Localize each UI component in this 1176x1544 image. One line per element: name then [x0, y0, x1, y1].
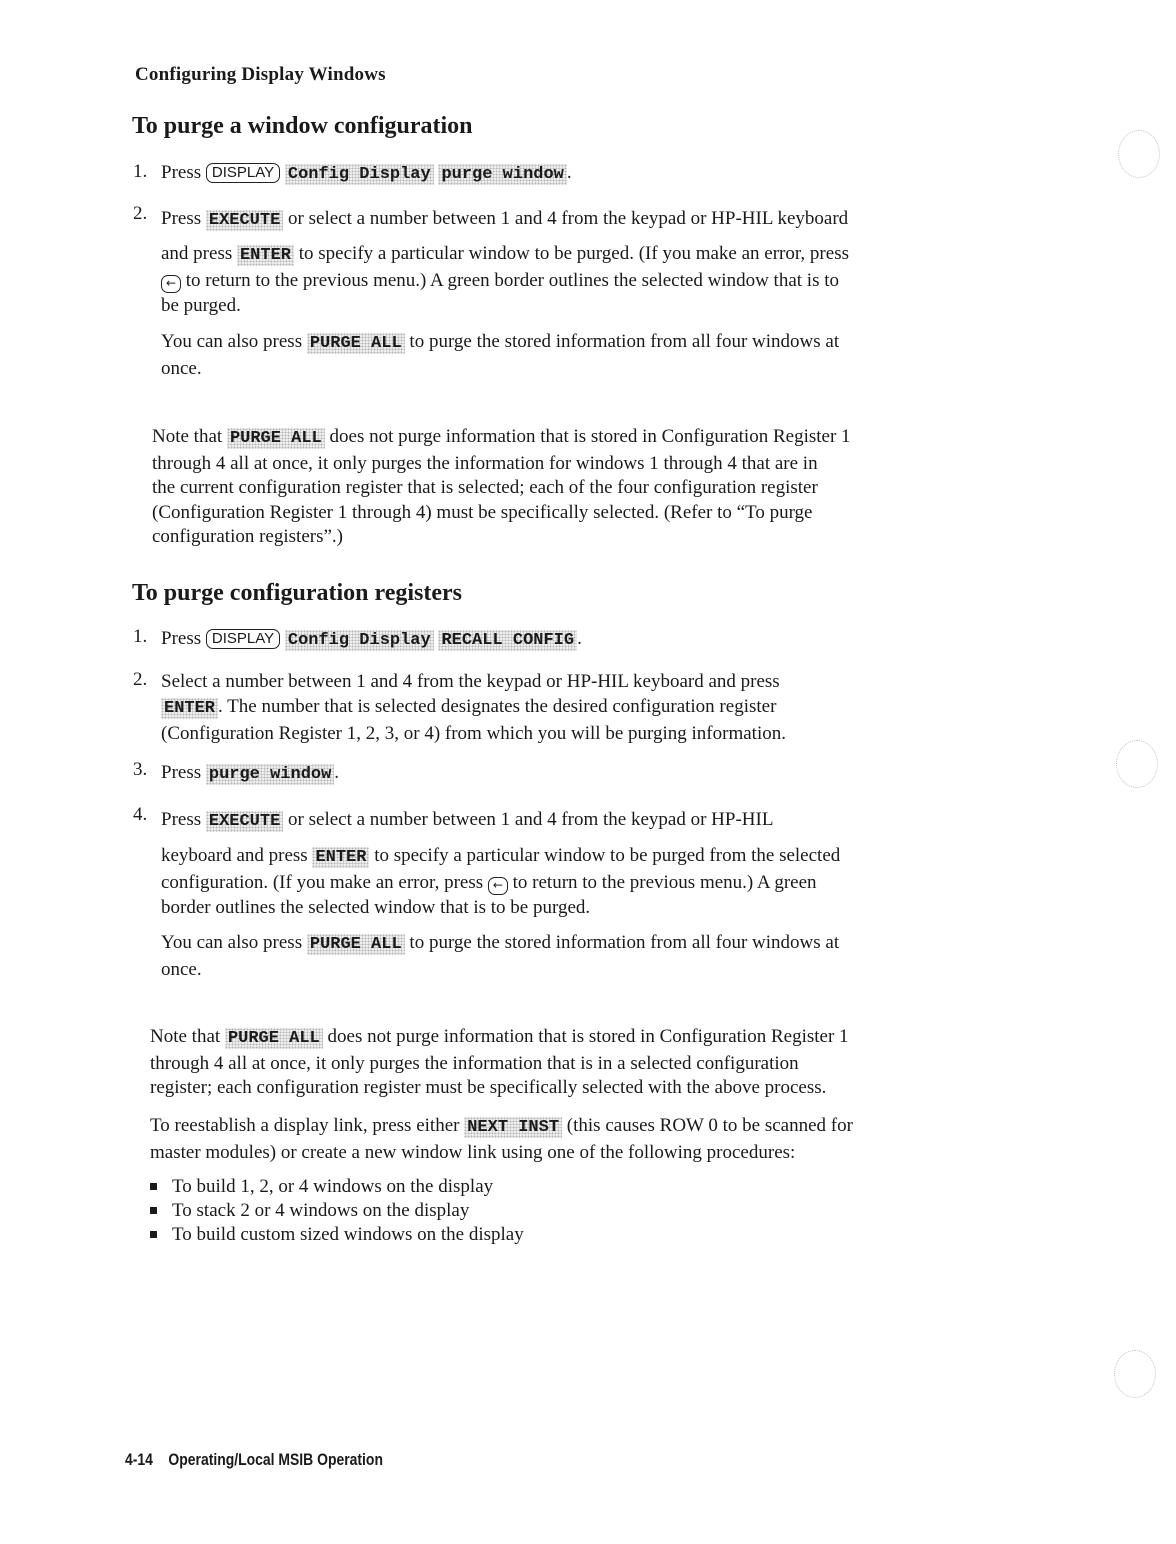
step-number: 1. — [133, 161, 148, 182]
back-arrow-key-icon[interactable]: ← — [488, 877, 508, 895]
enter-softkey[interactable]: ENTER — [237, 245, 294, 266]
s2-step4: Press EXECUTE or select a number between 1 and 4 from the keypad or HP-HIL keyboard and press ENTER to specify a particular window to be purged from the selected configuration. (If you make an error, press ← to return to the previous menu.) A green border outlines the selected window that is to be purged. — [161, 809, 841, 918]
back-arrow-key-icon[interactable]: ← — [161, 275, 181, 293]
punch-hole-icon — [1116, 740, 1158, 788]
page-footer — [125, 1450, 383, 1470]
recall-config-softkey[interactable]: RECALL CONFIG — [438, 630, 577, 651]
footer-title: Operating/Local MSIB Operation — [168, 1450, 383, 1469]
step-number: 2. — [133, 669, 148, 690]
config-display-softkey[interactable]: Config Display — [285, 630, 434, 651]
s1-note: Note that PURGE ALL does not purge information that is stored in Configuration Register 1 through 4 all at once, it only purges the information for windows 1 through 4 that are in the current configuration register that is selected; each of the four configuration register (Configuration Register 1 through 4) must be specifically selected. (Refer to “To purge configuration registers”.) — [152, 426, 851, 547]
bullet-icon — [150, 1231, 157, 1238]
s2-note: Note that PURGE ALL does not purge information that is stored in Configuration Register 1 through 4 all at once, it only purges the information that is in a selected configuration register; each configuration register must be specifically selected with the above process. — [150, 1026, 849, 1098]
display-link-paragraph: To reestablish a display link, press either NEXT INST (this causes ROW 0 to be scanned for master modules) or create a new window link using one of the following procedures: — [150, 1115, 853, 1163]
s2-step1: Press DISPLAY Config Display RECALL CONFIG . — [161, 628, 582, 650]
list-item[interactable]: To stack 2 or 4 windows on the display — [172, 1200, 470, 1221]
section-title-purge-registers: To purge configuration registers — [132, 580, 462, 606]
step-number: 4. — [133, 804, 148, 825]
section-title-purge-window: To purge a window configuration — [132, 113, 473, 139]
bullet-icon — [150, 1183, 157, 1190]
purge-all-softkey[interactable]: PURGE ALL — [225, 1028, 323, 1049]
step-number: 2. — [133, 203, 148, 224]
punch-hole-icon — [1118, 130, 1160, 178]
display-hardkey[interactable]: DISPLAY — [206, 163, 280, 183]
punch-hole-icon — [1114, 1350, 1156, 1398]
step-number: 3. — [133, 759, 148, 780]
step-number: 1. — [133, 626, 148, 647]
next-inst-softkey[interactable]: NEXT INST — [464, 1117, 562, 1138]
s2-also: You can also press PURGE ALL to purge the stored information from all four windows at once. — [161, 932, 840, 980]
config-display-softkey[interactable]: Config Display — [285, 164, 434, 185]
s2-step2: Select a number between 1 and 4 from the keypad or HP-HIL keyboard and press ENTER . The number that is selected designates the desired configuration register (Configuration Register 1, 2, 3, or 4) from which you will be purging information. — [161, 671, 786, 744]
s1-step2: Press EXECUTE or select a number between 1 and 4 from the keypad or HP-HIL keyboard and press ENTER to specify a particular window to be purged. (If you make an error, press ← to return to the previous menu.) A green border outlines the selected window that is to be purged. — [161, 208, 849, 316]
enter-softkey[interactable]: ENTER — [161, 698, 218, 719]
purge-all-softkey[interactable]: PURGE ALL — [307, 934, 405, 955]
bullet-icon — [150, 1207, 157, 1214]
s1-step1: Press DISPLAY Config Display purge window . — [161, 162, 572, 184]
execute-softkey[interactable]: EXECUTE — [206, 210, 283, 231]
list-item[interactable]: To build 1, 2, or 4 windows on the display — [172, 1176, 494, 1197]
purge-window-softkey[interactable]: purge window — [438, 164, 566, 185]
enter-softkey[interactable]: ENTER — [312, 847, 369, 868]
purge-all-softkey[interactable]: PURGE ALL — [307, 333, 405, 354]
s2-step3: Press purge window . — [161, 762, 340, 784]
running-head: Configuring Display Windows — [135, 64, 386, 85]
purge-all-softkey[interactable]: PURGE ALL — [227, 428, 325, 449]
s1-also: You can also press PURGE ALL to purge the stored information from all four windows at once. — [161, 331, 840, 379]
display-hardkey[interactable]: DISPLAY — [206, 629, 280, 649]
purge-window-softkey[interactable]: purge window — [206, 764, 334, 785]
execute-softkey[interactable]: EXECUTE — [206, 811, 283, 832]
list-item[interactable]: To build custom sized windows on the display — [172, 1224, 524, 1245]
page-number: 4-14 — [125, 1450, 153, 1469]
